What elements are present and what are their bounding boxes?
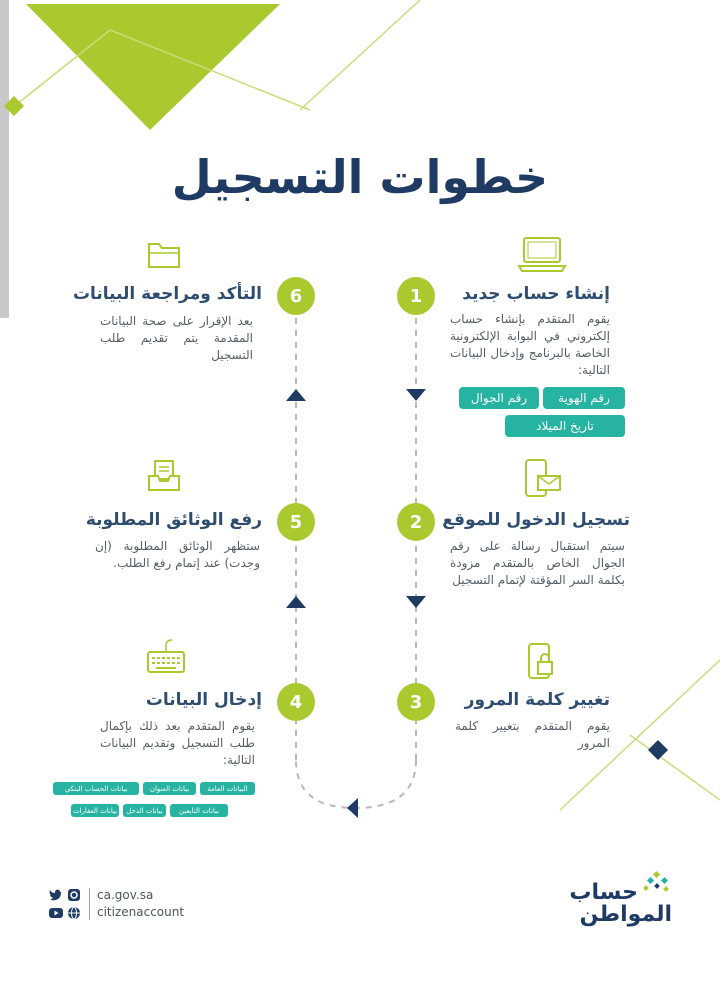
instagram-icon[interactable] (67, 888, 81, 902)
social-handle[interactable]: citizenaccount (97, 905, 185, 919)
field-tag: تاريخ الميلاد (505, 415, 625, 437)
phone-message-icon (522, 458, 562, 500)
step-3-title: تغيير كلمة المرور (464, 690, 610, 710)
logo-mark (640, 870, 672, 902)
step-6-description: بعد الإقرار على صحة البيانات المقدمة يتم تقديم طلب التسجيل (100, 314, 253, 362)
youtube-icon[interactable] (49, 907, 63, 919)
globe-icon[interactable] (67, 906, 81, 920)
field-tag: بيانات العنوان (143, 782, 196, 795)
step-2-description: سيتم استقبال رسالة على رقم الجوال الخاص بالمتقدم مزودة بكلمة السر المؤقتة لإتمام التسجيل (450, 539, 625, 587)
step-2-title: تسجيل الدخول للموقع (442, 510, 630, 530)
logo-line-1: حساب (569, 880, 638, 905)
footer-divider (89, 888, 90, 920)
field-tag: بيانات الدخل (123, 804, 166, 817)
website-link[interactable]: ca.gov.sa (97, 888, 154, 902)
field-tag: بيانات العقارات (71, 804, 119, 817)
step-6-number: 6 (277, 277, 315, 315)
step-1-description: يقوم المتقدم بإنشاء حساب إلكتروني في البوابة الإلكترونية الخاصة بالبرنامج وإدخال البيانات التالية: (450, 312, 610, 377)
field-tag: رقم الهوية (543, 387, 625, 409)
step-6-title: التأكد ومراجعة البيانات (72, 284, 262, 304)
folder-icon (146, 238, 182, 270)
step-2-number: 2 (397, 503, 435, 541)
step-3-description: يقوم المتقدم بتغيير كلمة المرور (455, 719, 610, 750)
document-tray-icon (146, 458, 182, 494)
logo-line-2: المواطن (579, 902, 672, 927)
lock-phone-icon (526, 640, 556, 682)
twitter-icon[interactable] (49, 889, 63, 901)
field-tag: البيانات العامة (200, 782, 255, 795)
step-4-description: يقوم المتقدم بعد ذلك بإكمال طلب التسجيل وتقديم البيانات التالية: (100, 719, 255, 767)
step-5-description: ستظهر الوثائق المطلوبة (إن وجدت) عند إتمام رفع الطلب. (95, 539, 260, 570)
step-3-number: 3 (397, 683, 435, 721)
step-1-number: 1 (397, 277, 435, 315)
step-4-title: إدخال البيانات (145, 690, 262, 710)
step-1-title: إنشاء حساب جديد (462, 284, 610, 304)
step-5-title: رفع الوثائق المطلوبة (85, 510, 262, 530)
page-title: خطوات التسجيل (171, 150, 549, 204)
keyboard-icon (144, 636, 188, 676)
step-5-number: 5 (277, 503, 315, 541)
field-tag: بيانات التابعين (170, 804, 228, 817)
field-tag: رقم الجوال (459, 387, 539, 409)
field-tag: بيانات الحساب البنكي (53, 782, 139, 795)
step-4-number: 4 (277, 683, 315, 721)
laptop-icon (517, 236, 567, 274)
